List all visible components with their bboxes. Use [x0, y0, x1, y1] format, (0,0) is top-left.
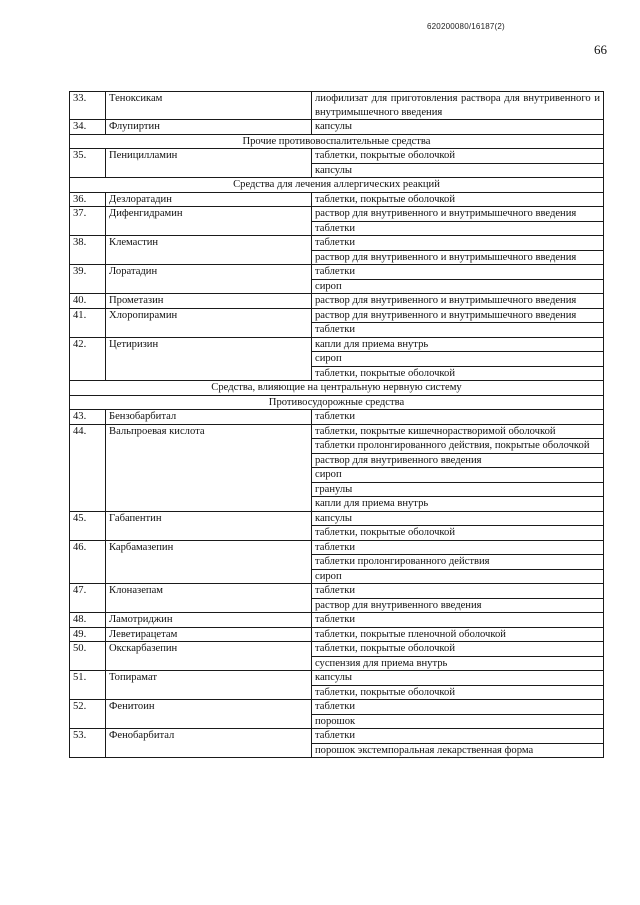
dosage-form: порошок экстемпоральная лекарственная форма [312, 743, 604, 758]
drug-number: 53. [70, 729, 106, 758]
drug-number: 35. [70, 149, 106, 178]
drug-number: 34. [70, 120, 106, 135]
drug-name: Фенитоин [106, 700, 312, 729]
table-row [70, 410, 604, 425]
table-row [70, 120, 604, 135]
section-title: Средства для лечения аллергических реакций [70, 178, 604, 193]
drug-number: 39. [70, 265, 106, 294]
drug-name: Клемастин [106, 236, 312, 265]
drug-name: Прометазин [106, 294, 312, 309]
dosage-form: сироп [312, 352, 604, 367]
drug-name: Бензобарбитал [106, 410, 312, 425]
table-row [70, 294, 604, 309]
drug-name: Лоратадин [106, 265, 312, 294]
dosage-form: таблетки [312, 540, 604, 555]
dosage-form: раствор для внутривенного и внутримышечного введения [312, 308, 604, 323]
drug-number: 45. [70, 511, 106, 540]
dosage-form: таблетки пролонгированного действия [312, 555, 604, 570]
dosage-form: таблетки [312, 613, 604, 628]
drug-name: Дифенгидрамин [106, 207, 312, 236]
drug-name: Леветирацетам [106, 627, 312, 642]
dosage-form: капли для приема внутрь [312, 337, 604, 352]
drug-name: Топирамат [106, 671, 312, 700]
drug-number: 49. [70, 627, 106, 642]
table-row [70, 92, 604, 120]
drug-name: Флупиртин [106, 120, 312, 135]
drug-number: 33. [70, 92, 106, 120]
dosage-form: таблетки, покрытые оболочкой [312, 685, 604, 700]
dosage-form: таблетки, покрытые кишечнорастворимой оболочкой [312, 424, 604, 439]
drug-name: Ламотриджин [106, 613, 312, 628]
dosage-form: раствор для внутривенного введения [312, 598, 604, 613]
drug-name: Карбамазепин [106, 540, 312, 584]
dosage-form: раствор для внутривенного и внутримышечного введения [312, 294, 604, 309]
drug-name: Вальпроевая кислота [106, 424, 312, 511]
drug-number: 41. [70, 308, 106, 337]
dosage-form: таблетки [312, 700, 604, 715]
drug-number: 47. [70, 584, 106, 613]
table-row [70, 149, 604, 164]
dosage-form: раствор для внутривенного введения [312, 453, 604, 468]
table-row [70, 700, 604, 715]
table-row [70, 236, 604, 251]
drug-number: 52. [70, 700, 106, 729]
drug-name: Цетиризин [106, 337, 312, 381]
drug-number: 40. [70, 294, 106, 309]
dosage-form: таблетки [312, 236, 604, 251]
drug-number: 46. [70, 540, 106, 584]
dosage-form: раствор для внутривенного и внутримышечного введения [312, 250, 604, 265]
section-row [70, 134, 604, 149]
drug-name: Хлоропирамин [106, 308, 312, 337]
table-row [70, 642, 604, 657]
dosage-form: гранулы [312, 482, 604, 497]
dosage-form: порошок [312, 714, 604, 729]
drug-name: Пеницилламин [106, 149, 312, 178]
drug-name: Окскарбазепин [106, 642, 312, 671]
dosage-form: таблетки [312, 265, 604, 280]
drug-number: 38. [70, 236, 106, 265]
drug-name: Клоназепам [106, 584, 312, 613]
section-row [70, 381, 604, 396]
dosage-form: таблетки, покрытые пленочной оболочкой [312, 627, 604, 642]
dosage-form: таблетки, покрытые оболочкой [312, 192, 604, 207]
dosage-form: раствор для внутривенного и внутримышечного введения [312, 207, 604, 222]
drug-number: 44. [70, 424, 106, 511]
table-row [70, 337, 604, 352]
dosage-form: таблетки [312, 221, 604, 236]
drug-number: 36. [70, 192, 106, 207]
section-title: Прочие противовоспалительные средства [70, 134, 604, 149]
drug-number: 51. [70, 671, 106, 700]
dosage-form: таблетки [312, 584, 604, 599]
drug-number: 42. [70, 337, 106, 381]
drug-name: Фенобарбитал [106, 729, 312, 758]
section-title: Противосудорожные средства [70, 395, 604, 410]
drug-number: 48. [70, 613, 106, 628]
dosage-form: капсулы [312, 120, 604, 135]
table-row [70, 424, 604, 439]
drug-number: 37. [70, 207, 106, 236]
document-id: 620200080/16187(2) [427, 22, 505, 31]
dosage-form: таблетки, покрытые оболочкой [312, 366, 604, 381]
dosage-form: таблетки пролонгированного действия, покрытые оболочкой [312, 439, 604, 454]
dosage-form: сироп [312, 569, 604, 584]
table-row [70, 627, 604, 642]
dosage-form: сироп [312, 468, 604, 483]
dosage-form: суспензия для приема внутрь [312, 656, 604, 671]
table-row [70, 671, 604, 686]
drug-list-table [69, 91, 604, 758]
drug-name: Габапентин [106, 511, 312, 540]
drug-name: Дезлоратадин [106, 192, 312, 207]
table-row [70, 308, 604, 323]
table-row [70, 613, 604, 628]
section-row [70, 178, 604, 193]
dosage-form: таблетки, покрытые оболочкой [312, 149, 604, 164]
drug-name: Теноксикам [106, 92, 312, 120]
table-row [70, 584, 604, 599]
dosage-form: лиофилизат для приготовления раствора для внутривенного и внутримышечного введения [312, 92, 604, 120]
table-row [70, 540, 604, 555]
dosage-form: капли для приема внутрь [312, 497, 604, 512]
section-title: Средства, влияющие на центральную нервную систему [70, 381, 604, 396]
drug-number: 50. [70, 642, 106, 671]
dosage-form: капсулы [312, 511, 604, 526]
dosage-form: сироп [312, 279, 604, 294]
dosage-form: таблетки [312, 410, 604, 425]
dosage-form: капсулы [312, 163, 604, 178]
section-row [70, 395, 604, 410]
dosage-form: таблетки, покрытые оболочкой [312, 526, 604, 541]
table-row [70, 511, 604, 526]
dosage-form: таблетки, покрытые оболочкой [312, 642, 604, 657]
table-row [70, 207, 604, 222]
dosage-form: таблетки [312, 323, 604, 338]
table-row [70, 192, 604, 207]
dosage-form: таблетки [312, 729, 604, 744]
dosage-form: капсулы [312, 671, 604, 686]
table-row [70, 265, 604, 280]
table-row [70, 729, 604, 744]
page-number: 66 [594, 42, 607, 57]
drug-number: 43. [70, 410, 106, 425]
